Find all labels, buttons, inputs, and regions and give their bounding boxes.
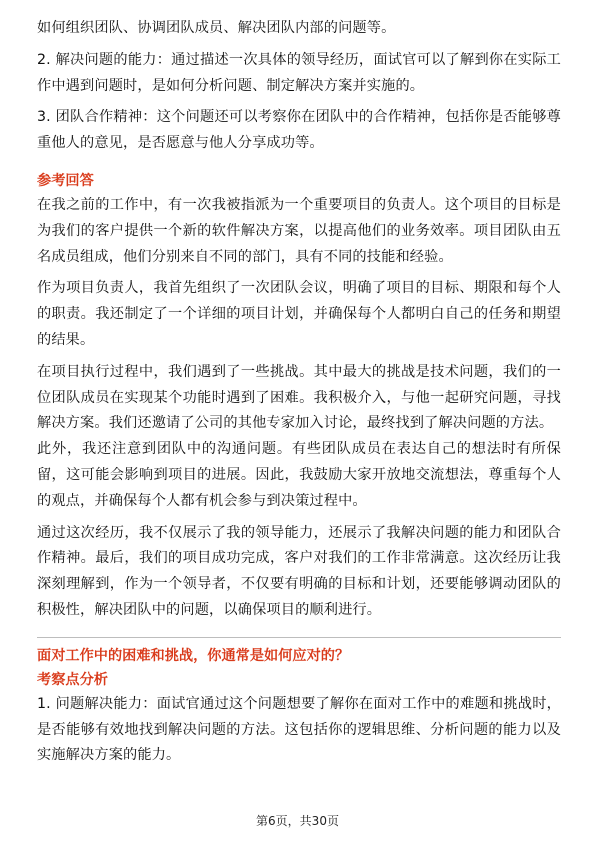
page-content xyxy=(37,16,561,769)
answer-paragraph-2: 作为项目负责人，我首先组织了一次团队会议，明确了项目的目标、期限和每个人的职责。我还制定了一个详细的项目计划，并确保每个人都明白自己的任务和期望的结果。 xyxy=(37,280,561,348)
section-divider xyxy=(37,637,561,638)
intro-paragraph-2: 2. 解决问题的能力：通过描述一次具体的领导经历，面试官可以了解到你在实际工作中遇到问题时，是如何分析问题、制定解决方案并实施的。 xyxy=(37,51,561,94)
answer-paragraph-3: 在项目执行过程中，我们遇到了一些挑战。其中最大的挑战是技术问题，我们的一位团队成员在实现某个功能时遇到了困难。我积极介入，与他一起研究问题，寻找解决方案。我们还邀请了公司的其他专家加入讨论，最终找到了解决问题的方法。 xyxy=(37,363,561,432)
page-number: 第6页，共30页 xyxy=(256,814,339,828)
intro-paragraph-3: 3. 团队合作精神：这个问题还可以考察你在团队中的合作精神，包括你是否能够尊重他人的意见，是否愿意与他人分享成功等。 xyxy=(37,109,561,152)
reference-answer-heading: 参考回答 xyxy=(37,172,94,189)
analysis-heading: 考察点分析 xyxy=(37,671,108,688)
answer-paragraph-1: 在我之前的工作中，有一次我被指派为一个重要项目的负责人。这个项目的目标是为我们的客户提供一个新的软件解决方案，以提高他们的业务效率。项目团队由五名成员组成，他们分别来自不同的部门，具有不同的技能和经验。 xyxy=(37,196,561,265)
analysis-paragraph-1: 1. 问题解决能力：面试官通过这个问题想要了解你在面对工作中的难题和挑战时，是否能够有效地找到解决问题的方法。这包括你的逻辑思维、分析问题的能力以及实施解决方案的能力。 xyxy=(37,695,561,764)
answer-paragraph-5: 通过这次经历，我不仅展示了我的领导能力，还展示了我解决问题的能力和团队合作精神。最后，我们的项目成功完成，客户对我们的工作非常满意。这次经历让我深刻理解到，作为一个领导者，不仅要有明确的目标和计划，还要能够调动团队的积极性，解决团队中的问题，以确保项目的顺利进行。 xyxy=(37,524,561,618)
question-title: 面对工作中的困难和挑战，你通常是如何应对的？ xyxy=(37,647,350,664)
intro-paragraph-1: 如何组织团队、协调团队成员、解决团队内部的问题等。 xyxy=(37,20,396,36)
answer-paragraph-4: 此外，我还注意到团队中的沟通问题。有些团队成员在表达自己的想法时有所保留，这可能会影响到项目的进展。因此，我鼓励大家开放地交流想法，尊重每个人的观点，并确保每个人都有机会参与到决策过程中。 xyxy=(37,441,561,509)
